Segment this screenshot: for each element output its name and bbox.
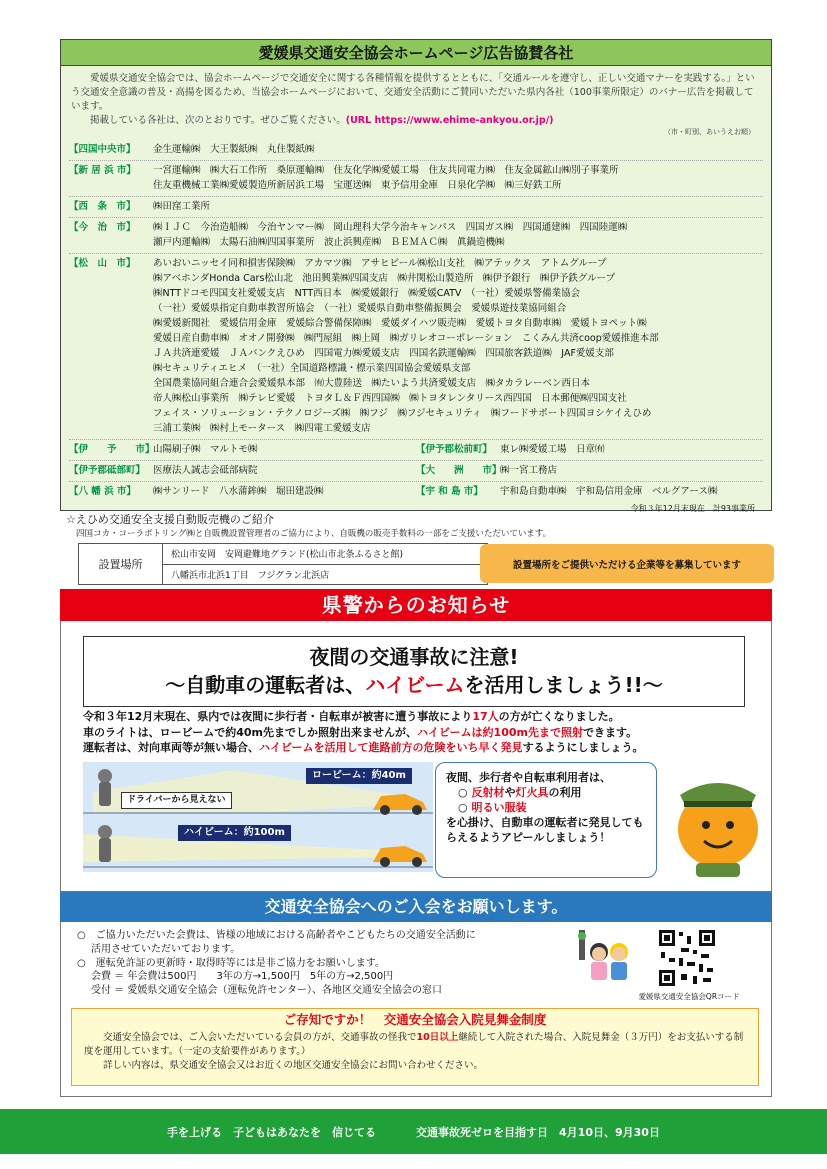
low-beam-label: ロービーム：約40m — [306, 768, 412, 784]
intro-paragraph: 愛媛県交通安全協会では、協会ホームページで交通安全に関する各種情報を提供するとともに、「交通ルールを遵守し、正しい交通マナーを実践する。」という交通安全意識の普及・高揚を図るため、当協会ホームページにおいて、交通安全活動にご賛同いただいた県内各社（100事業所限定）のバナー広告を掲載しています。 — [71, 73, 755, 112]
benefit-paragraph — [84, 1031, 746, 1059]
city-label: 【今 治 市】 — [69, 222, 136, 233]
benefit-text: 交通安全協会では、ご入会いただいている会員の方が、交通事故の怪我で — [103, 1032, 417, 1043]
sponsor-row — [69, 254, 763, 440]
sponsor-row — [69, 218, 763, 254]
tip-text: の利用 — [548, 786, 582, 799]
sponsor-panel — [60, 39, 772, 511]
hospital-benefit-box — [71, 1008, 759, 1086]
vending-description: 四国コカ・コーラボトリング㈱と自販機設置管理者のご協力により、自販機の販売手数料の一部をご支援いただいています。 — [76, 529, 552, 539]
company-list: あいおいニッセイ同和損害保険㈱ アカマツ㈱ アサヒビール㈱松山支社 ㈱アテックス アトムグループ ㈱アベホンダHonda Cars松山北 池田興業㈱四国支店 ㈱井関松山製造所 ㈱伊予銀行 ㈱伊予鉄グループ ㈱NTTドコモ四国支社愛媛支店 NTT西日本 ㈱愛媛銀行 ㈱愛媛CATV （一社）愛媛県警備業協会 （一社）愛媛県指定自動車教習所協会 （一社）愛媛県自動車整備振興会 愛媛県遊技業協同組合 ㈱愛媛新聞社 愛媛信用金庫 愛媛綜合警備保障㈱ 愛媛ダイハツ販売㈱ 愛媛トヨタ自動車㈱ 愛媛トヨペット㈱ 愛媛日産自動車㈱ オオノ開發㈱ ㈱門屋組 ㈱上岡 ㈱ガリレオコーポレーション こくみん共済coop愛媛推進本部 ＪＡ共済連愛媛 ＪＡバンクえひめ 四国電力㈱愛媛支店 四国名鉄運輸㈱ 四国旅客鉄道㈱ JAF愛媛支部 ㈱セキュリティエヒメ （一社）全国道路標識・標示業四国協会愛媛県支部 全国農業協同組合連合会愛媛県本部 ㈲大豊陸送 ㈱たいよう共済愛媛支店 ㈱タカラレーベン西日本 帝人㈱松山事業所 ㈱テレビ愛媛 トヨタＬ＆Ｆ西四国㈱ ㈱トヨタレンタリース西四国 日本郵便㈱四国支社 フェイス・ソリューション・テクノロジーズ㈱ ㈱フジ ㈱フジセキュリティ ㈱フードサポート四国ヨシケイえひめ 三浦工業㈱ ㈱村上モータース ㈱四電工愛媛支店 — [153, 258, 659, 434]
sponsor-list — [61, 140, 771, 502]
company-list: 宇和島自動車㈱ 宇和島信用金庫 ベルグアース㈱ — [500, 486, 718, 497]
company-list: 一宮運輸㈱ ㈱大石工作所 桑原運輸㈱ 住友化学㈱愛媛工場 住友共同電力㈱ 住友金属鉱山㈱別子事業所 住友重機械工業㈱愛媛製造所新居浜工場 宝運送㈱ 東予信用金庫 日泉化学㈱ ㈱三好鉄工所 — [153, 165, 619, 191]
reception-line: 受付 ＝ 愛媛県交通安全協会（運転免許センター）、各地区交通安全協会の窓口 — [91, 985, 442, 997]
sponsor-pair-row — [69, 482, 763, 502]
body-emphasis: ハイビームは約100m先まで照射 — [417, 725, 583, 739]
police-notice-box — [60, 621, 772, 892]
headline-text: ～自動車の運転者は、 — [165, 673, 366, 697]
body-text: 車のライトは、ロービームで約40m先までしか照射出来ませんが、 — [83, 725, 417, 739]
driver-view-label: ドライバーから見えない — [121, 792, 232, 809]
membership-line: ○ 運転免許証の更新時・取得時等には是非ご協力をお願いします。 — [77, 957, 385, 969]
headline-line-2 — [84, 671, 744, 699]
qr-caption: 愛媛県交通安全協会QRコード — [638, 992, 740, 1001]
body-text: 運転者は、対向車両等が無い場合、 — [83, 741, 259, 754]
footer-bar — [0, 1109, 827, 1154]
tip-item — [446, 800, 646, 815]
city-label: 【伊 予 市】 — [69, 444, 155, 455]
tip-outro: を心掛け、自動車の運転者に発見してもらえるようアピールしましょう！ — [446, 816, 644, 844]
bullet-icon: ○ — [458, 786, 468, 799]
body-line — [83, 709, 753, 725]
location-label: 設置場所 — [79, 544, 163, 584]
membership-banner: 交通安全協会へのご入会をお願いします。 — [60, 892, 772, 922]
sponsor-pair-row — [69, 440, 763, 461]
sponsor-intro — [61, 66, 771, 128]
children-crossing-icon — [573, 928, 633, 988]
benefit-emphasis: 10日以上 — [416, 1032, 459, 1043]
company-list: 山陽刷子㈱ マルトモ㈱ — [153, 444, 258, 455]
company-list: ㈱サンリード 八水蒲鉾㈱ 堀田建設㈱ — [153, 486, 324, 497]
tip-emphasis: 反射材 — [471, 786, 505, 799]
qr-code[interactable] — [657, 928, 717, 988]
pedestrian-icon — [98, 825, 112, 862]
sponsor-row — [69, 140, 763, 161]
tip-item — [446, 785, 646, 800]
vending-location-table — [78, 543, 488, 585]
vending-section — [66, 512, 776, 581]
tip-emphasis: 明るい服装 — [471, 801, 527, 814]
bullet-icon: ○ — [458, 801, 468, 814]
vending-title: ☆えひめ交通安全支援自動販売機のご紹介 — [66, 513, 274, 526]
highbeam-emphasis: ハイビーム — [365, 673, 465, 697]
company-list: ㈱一宮工務店 — [500, 465, 558, 476]
company-list: ㈱田窪工業所 — [153, 201, 211, 212]
intro-text: 掲載している各社は、次のとおりです。ぜひご覧ください。 — [90, 115, 346, 126]
intro-paragraph-2 — [71, 114, 761, 128]
footer-campaign: 交通事故死ゼロを目指す日 4月10日、9月30日 — [416, 1125, 660, 1139]
night-accident-headline — [83, 636, 745, 707]
membership-box — [60, 922, 772, 1097]
location-item: 松山市安岡 安岡避難地グランド(松山市北条ふるさと館) — [163, 544, 487, 565]
footer-slogan: 手を上げる 子どもはあなたを 信じてる — [167, 1125, 377, 1139]
city-label: 【大 洲 市】 — [416, 465, 502, 476]
road-line — [83, 812, 433, 814]
sponsor-row — [69, 161, 763, 197]
site-url-link[interactable]: (URL https://www.ehime-ankyou.or.jp/) — [345, 115, 554, 126]
body-text: するようにしましょう。 — [522, 741, 644, 754]
body-text: の方が亡くなりました。 — [498, 710, 620, 723]
hospital-benefit-text — [72, 1031, 758, 1072]
fee-line: 会費 ＝ 年会費は500円 3年の方→1,500円 5年の方→2,500円 — [91, 971, 394, 983]
tip-emphasis: 灯火具 — [515, 786, 549, 799]
police-mascot-icon — [666, 773, 768, 881]
membership-line: ○ ご協力いただいた会費は、皆様の地域における高齢者やこどもたちの交通安全活動に — [77, 930, 476, 941]
fatality-count: 17人 — [472, 710, 499, 723]
car-icon — [373, 794, 427, 815]
sponsor-count-note: 令和３年12月末現在 計93事業所 — [630, 504, 755, 513]
membership-line: 活用させていただいております。 — [91, 943, 241, 955]
body-text: できます。 — [582, 725, 638, 739]
police-notice-banner: 県警からのお知らせ — [60, 589, 772, 621]
body-line — [83, 740, 753, 756]
headline-line-1: 夜間の交通事故に注意! — [309, 645, 519, 669]
location-item: 八幡浜市北浜1丁目 フジグラン北浜店 — [171, 570, 330, 581]
body-text: 令和３年12月末現在、県内では夜間に歩行者・自転車が被害に遭う事故により — [83, 710, 473, 723]
recruit-location-button[interactable]: 設置場所をご提供いただける企業等を募集しています — [480, 544, 774, 583]
high-beam-label: ハイビーム：約100m — [178, 825, 291, 841]
police-notice-body — [83, 709, 753, 756]
location-list — [163, 544, 487, 584]
order-note: （市・町別、あいうえお順） — [664, 128, 755, 136]
car-icon — [373, 846, 427, 867]
body-emphasis: ハイビームを活用して進路前方の危険をいち早く発見 — [259, 741, 523, 754]
pedestrian-icon — [98, 769, 112, 806]
body-line — [83, 725, 753, 741]
city-label: 【新 居 浜 市】 — [69, 165, 136, 176]
sponsor-title: 愛媛県交通安全協会ホームページ広告協賛各社 — [61, 40, 771, 66]
benefit-contact: 詳しい内容は、県交通安全協会又はお近くの地区交通安全協会にお問い合わせください。 — [103, 1059, 484, 1071]
tip-text: や — [504, 786, 516, 799]
city-label: 【松 山 市】 — [69, 258, 136, 269]
benefit-text: 継続して入院された場合、入院見舞金（３万円）をお支払いする制度を運用しています。（一定の支給要件があります。） — [84, 1032, 744, 1057]
road-line — [83, 866, 433, 868]
sponsor-pair-row — [69, 461, 763, 482]
city-label: 【宇 和 島 市】 — [416, 486, 483, 497]
company-list: 東レ㈱愛媛工場 日章㈲ — [500, 444, 605, 455]
company-list: 金生運輸㈱ 大王製紙㈱ 丸住製紙㈱ — [153, 144, 315, 155]
membership-text — [77, 929, 577, 998]
sponsor-row — [69, 197, 763, 218]
city-label: 【伊予郡松前町】 — [416, 444, 493, 455]
beam-diagram — [83, 762, 433, 872]
city-label: 【八 幡 浜 市】 — [69, 486, 136, 497]
city-label: 【四国中央市】 — [69, 144, 136, 155]
city-label: 【伊予郡砥部町】 — [69, 465, 146, 476]
company-list: ㈱ＩＪＣ 今治造船㈱ 今治ヤンマー㈱ 岡山理科大学今治キャンパス 四国ガス㈱ 四国通建㈱ 四国陸運㈱ 瀬戸内運輸㈱ 太陽石油㈱四国事業所 波止浜興産㈱ ＢＥＭＡＣ㈱ 眞鍋造機㈱ — [153, 222, 628, 248]
company-list: 医療法人誠志会砥部病院 — [153, 465, 258, 476]
headline-text: を活用しましょう!!～ — [464, 673, 663, 697]
pedestrian-tip-box — [435, 762, 657, 878]
hospital-benefit-title: ご存知ですか！ 交通安全協会入院見舞金制度 — [283, 1012, 547, 1027]
tip-intro: 夜間、歩行者や自転車利用者は、 — [446, 771, 611, 784]
city-label: 【西 条 市】 — [69, 201, 136, 212]
